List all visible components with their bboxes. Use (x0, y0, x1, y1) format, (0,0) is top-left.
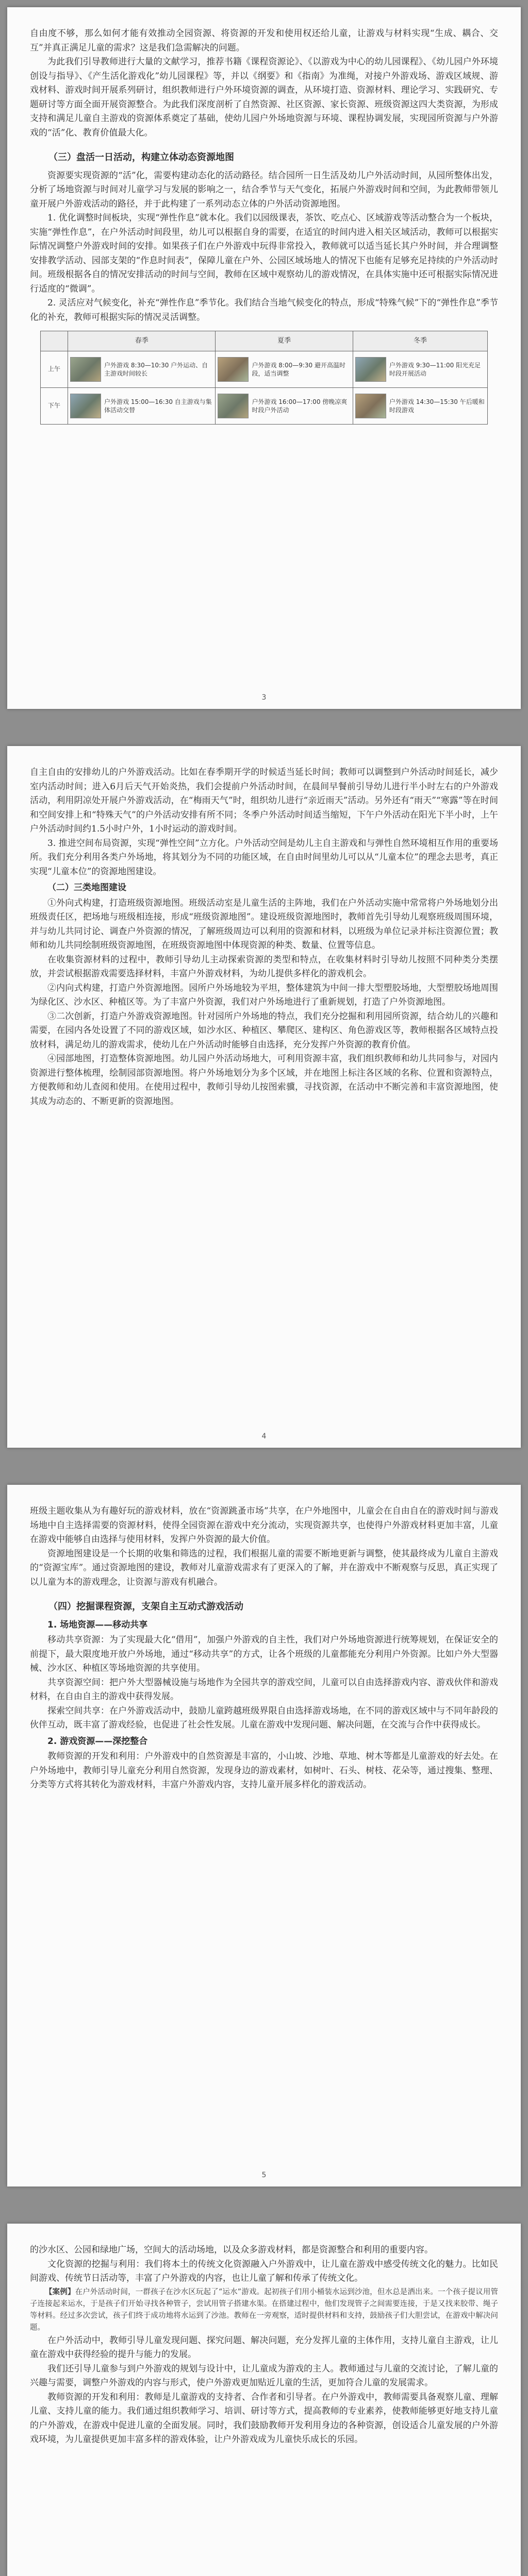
document-page-3 (7, 1485, 521, 2187)
activity-photo (355, 357, 386, 382)
table-row (41, 351, 488, 388)
activity-photo (218, 394, 249, 418)
paragraph: 我们还引导儿童参与到户外游戏的规划与设计中，让儿童成为游戏的主人。教师通过与儿童的交流讨论，了解儿童的兴趣与需要，调整户外游戏的内容与形式，使户外游戏更加贴近儿童的生活，更加符合儿童的发展需求。 (30, 2363, 498, 2388)
paragraph: 3. 推进空间布局资源，实现“弹性空间”立方化。户外活动空间是幼儿主自主游戏和与弹性自然环境相互作用的重要场所。我们充分利用各类户外场地，将其划分为不同的功能区域，在自由时间里幼儿可以从“儿童本位”的理念去思考，真正实现“儿童本位”的资源地图建设。 (30, 838, 498, 877)
table-cell (68, 351, 216, 388)
case-text: 在户外活动时间，一群孩子在沙水区玩起了“运水”游戏。起初孩子们用小桶装水运到沙池，但水总是洒出来。一个孩子提议用管子连接起来运水，于是孩子们开始寻找各种管子，尝试用管子搭建水渠。在搭建过程中，他们发现管子之间需要连接，于是又找来胶带、绳子等材料。经过多次尝试，孩子们终于成功地将水运到了沙池。教师在一旁观察，适时提供材料和支持，鼓励孩子们大胆尝试，在游戏中解决问题。 (30, 2287, 498, 2332)
subsection-heading: 2. 游戏资源——深挖整合 (47, 1736, 148, 1747)
paragraph: 1. 优化调整时间板块，实现“弹性作息”就本化。我们以园级课表，茶饮、吃点心、区域游戏等活动整合为一个板块，实施“弹性作息”，在户外活动时间段里，幼儿可以根据自身的需要，在适宜的时间内进入相关区域活动，教师可以根据实际情况调整户外游戏时间的安排。如果孩子们在户外游戏中玩得非常投入，教师就可以适当延长其户外时间，并合理调整安排教学活动、园部支架的“作息时间表”，保障儿童在户外、公园区域场地人的情况下也能有足够充足持续的户外活动时间。班级根据各自的情况安排活动的时间与空间，教师在区域中观察幼儿的游戏情况，在具体实施中还可根据实际情况进行适度的“微调”。 (30, 213, 498, 294)
case-study (30, 2286, 498, 2334)
paragraph: 文化资源的挖掘与利用：我们将本土的传统文化资源融入户外游戏中，让儿童在游戏中感受传统文化的魅力。比如民间游戏、传统节日活动等，丰富了户外游戏的内容，也让儿童了解和传承了传统文化。 (30, 2259, 498, 2283)
row-label: 上午 (41, 351, 68, 388)
paragraph: 探索空间共享：在户外游戏活动中，鼓励儿童跨越班级界限自由选择游戏场地，在不同的游戏区域中与不同年龄段的伙伴互动，既丰富了游戏经验，也促进了社会性发展。儿童在游戏中发现问题、解决问题，在交流与合作中获得成长。 (30, 1705, 498, 1730)
table-cell (353, 388, 487, 425)
paragraph: ②内向式构建，打造户外资源地图。园所户外场地较为平坦，整体建筑为中间一排大型塑胶场地，大型塑胶场地周围为绿化区、沙水区、种植区等。为了丰富户外资源，我们对户外场地进行了重新规划，打造了户外资源地图。 (30, 982, 498, 1007)
table-cell (68, 388, 216, 425)
cell-text: 户外游戏 15:00—16:30 自主游戏与集体活动交替 (104, 398, 212, 414)
table-cell (216, 351, 353, 388)
paragraph: 自由度不够，那么如何才能有效推动全园资源、将资源的开发和使用权还给儿童，让游戏与材料实现“生成、耦合、交互”并真正满足儿童的需求？这是我们急需解决的问题。 (30, 28, 498, 53)
activity-photo (355, 394, 386, 418)
table-header-cell: 春季 (68, 331, 216, 351)
paragraph: 的沙水区、公园和绿地广场，空间大的活动场地，以及众多游戏材料，都是资源整合和利用的重要内容。 (30, 2245, 433, 2255)
subsection-heading: 1. 场地资源——移动共享 (47, 1619, 148, 1630)
table-header-cell: 夏季 (216, 331, 353, 351)
paragraph: 资源地图建设是一个长期的收集和筛选的过程，我们根据儿童的需要不断地更新与调整，使其最终成为儿童自主游戏的“资源宝库”。通过资源地图的建设，教师对儿童游戏需求有了更深入的了解，并在游戏中不断观察与反思，真正实现了以儿童为本的游戏理念，让资源与游戏有机融合。 (30, 1548, 498, 1587)
paragraph: ③二次创新，打造户外游戏资源地图。针对园所户外场地的特点，我们充分挖掘和利用园所资源，结合幼儿的兴趣和需要，在园内各处设置了不同的游戏区域，如沙水区、种植区、攀爬区、建构区、角色游戏区等，教师根据各区域特点投放材料，满足幼儿的游戏需求，使幼儿在户外活动时能够自由选择，充分发挥户外资源的教育价值。 (30, 1011, 498, 1050)
page-number: 5 (261, 2171, 267, 2179)
cell-text: 户外游戏 14:30—15:30 午后暖和时段游戏 (389, 398, 485, 414)
table-cell (216, 388, 353, 425)
table-header-cell: 冬季 (353, 331, 487, 351)
schedule-table-wrapper (40, 331, 488, 425)
paragraph: 在收集资源材料的过程中，教师引导幼儿主动探索资源的类型和特点，在收集材料时引导幼儿按照不同种类分类摆放，并尝试根据游戏需要选择材料，丰富户外游戏材料，为幼儿提供多样化的游戏机会。 (30, 954, 498, 979)
table-cell (353, 351, 487, 388)
case-label: 【案例】 (45, 2287, 75, 2296)
section-heading: （四）挖掘课程资源，支架自主互动式游戏活动 (48, 1601, 243, 1612)
paragraph: 共享资源空间：把户外大型器械设施与场地作为全园共享的游戏空间，儿童可以自由选择游戏内容、游戏伙伴和游戏材料，在自由自主的游戏中获得发展。 (30, 1677, 498, 1702)
paragraph: 教师资源的开发和利用：户外游戏中的自然资源是丰富的，小山坡、沙地、草地、树木等都是儿童游戏的好去处。在户外场地中，教师引导儿童充分利用自然资源，发现身边的游戏素材，如树叶、石头、树枝、花朵等，通过搜集、整理、分类等方式将其转化为游戏材料，丰富户外游戏内容，支持儿童开展多样化的游戏活动。 (30, 1751, 498, 1790)
document-page-2 (7, 746, 521, 1448)
cell-text: 户外游戏 8:00—9:30 避开高温时段，适当调整 (252, 362, 345, 377)
cell-text: 户外游戏 16:00—17:00 傍晚凉爽时段户外活动 (252, 398, 348, 414)
activity-photo (70, 357, 101, 382)
paragraph: 教师资源的开发和利用：教师是儿童游戏的支持者、合作者和引导者。在户外游戏中，教师需要具备观察儿童、理解儿童、支持儿童的能力。我们通过组织教师学习、培训、研讨等方式，提高教师的专业素养，使教师能够更好地支持儿童的户外游戏，在游戏中促进儿童的全面发展。同时，我们鼓励教师开发利用身边的各种资源，创设适合儿童发展的户外游戏环境，为儿童提供更加丰富多样的游戏体验，让户外游戏成为儿童快乐成长的乐园。 (30, 2392, 498, 2445)
paragraph: 2. 灵活应对气候变化，补充“弹性作息”季节化。我们结合当地气候变化的特点，形成“特殊气候”下的“弹性作息”季节化的补充，教师可根据实际的情况灵活调整。 (30, 298, 498, 323)
cell-text: 户外游戏 8:30—10:30 户外运动、自主游戏时间较长 (104, 362, 208, 377)
table-row (41, 388, 488, 425)
paragraph: ④园部地图，打造整体资源地图。幼儿园户外活动场地大，可利用资源丰富，我们组织教师和幼儿共同参与，对园内资源进行整体梳理，绘制园部资源地图。将户外场地划分为多个区域，并在地图上标注各区域的名称、位置和资源特点，方便教师和幼儿查阅和使用。在使用过程中，教师引导幼儿按图索骥，寻找资源，在活动中不断完善和丰富资源地图，使其成为动态的、不断更新的资源地图。 (30, 1054, 498, 1107)
paragraph: 移动共享资源：为了实现最大化“借用”，加强户外游戏的自主性，我们对户外场地资源进行统筹规划，在保证安全的前提下，最大限度地开放户外场地，通过“移动共享”的方式，让各个班级的儿童都能充分利用户外资源。比如户外大型器械、沙水区、种植区等场地资源的共享使用。 (30, 1635, 498, 1673)
table-header-row (41, 331, 488, 351)
paragraph: 在户外活动中，教师引导儿童发现问题、探究问题、解决问题，充分发挥儿童的主体作用，支持儿童自主游戏，让儿童在游戏中获得经验的提升与能力的发展。 (30, 2335, 498, 2360)
subsection-heading: （二）三类地图建设 (47, 883, 126, 893)
paragraph: 自主自由的安排幼儿的户外游戏活动。比如在春季期开学的时候适当延长时间；教师可以调整到户外活动时间延长，减少室内活动时间；进入6月后天气开始炎热，我们会提前户外活动时间，在晨间早餐前引导幼儿进行半小时左右的户外游戏活动，利用阴凉处开展户外游戏活动，在“梅雨天气”时，组织幼儿进行“亲近雨天”活动。另外还有“雨天”“寒露”等在时间和空间安排上和“特殊天气”的户外活动安排有所不同；冬季户外活动时间适当缩短，下午户外活动在阳光下半小时，上午户外活动时间约1.5小时户外，1小时运动的游戏时间。 (30, 767, 498, 834)
activity-photo (218, 357, 249, 382)
table-header-cell (41, 331, 68, 351)
page-number: 3 (261, 693, 267, 702)
document-page-1 (7, 7, 521, 709)
paragraph: 资源要实现资源的“活”化，需要构建动态化的活动路径。结合园所一日生活及幼儿户外活动时间，从园所整体出发，分析了场地资源与时间对儿童学习与发展的影响之一，结合季节与天气变化，拓展户外游戏时间和空间，为此教师带领儿童开展户外游戏活动的路径，并于此构建了一系列动态立体的户外活动资源地图。 (30, 170, 498, 209)
page-number: 4 (261, 1432, 267, 1440)
schedule-table (40, 331, 488, 425)
paragraph: 班级主题收集从为有趣好玩的游戏材料，放在“资源跳蚤市场”共享，在户外地图中，儿童会在自由自在的游戏时间与游戏场地中自主选择需要的资源材料，使得全园资源在游戏中充分流动，实现资源共享，也使得户外游戏材料更加丰富，儿童在游戏中能够自由选择与使用材料，发挥户外资源的最大价值。 (30, 1506, 498, 1545)
cell-text: 户外游戏 9:30—11:00 阳光充足时段开展活动 (389, 362, 481, 377)
activity-photo (70, 394, 101, 418)
section-heading: （三）盘活一日活动，构建立体动态资源地图 (48, 152, 234, 163)
paragraph: 为此我们引导教师进行大量的文献学习，推荐书籍《课程资源论》、《以游戏为中心的幼儿园课程》、《幼儿园户外环境创设与指导》、《产生活化游戏化”幼儿园课程》等，并以《纲要》和《指南》为准绳，对接户外游戏场、游戏区域规、游戏材料、游戏时间开展系列研讨，组织教师进行户外环境资源的调查，从环境打造、资源材料、理论学习、实践研究、专题研讨等方面全面开展资源整合。为此我们深度剖析了自然资源、社区资源、家长资源、班级资源这四大类资源，为形成支持和满足儿童自主游戏的资源体系奠定了基础，使幼儿园户外场地资源与环境、课程协调发展，实现园所资源与户外游戏的“活”化、教育价值最大化。 (30, 57, 498, 138)
row-label: 下午 (41, 388, 68, 425)
document-page-4 (7, 2224, 521, 2576)
paragraph: ①外向式构建，打造班级资源地图。班级活动室是儿童生活的主阵地，我们在户外活动实施中常常将户外场地划分出班级责任区，把场地与班级相连接，形成“班级资源地图”。建设班级资源地图时，教师首先引导幼儿观察班级周围环境，并与幼儿共同讨论、调查户外资源的情况，了解班级周边可以利用的资源和材料，以班级为单位记录并标注资源位置；教师和幼儿共同绘制班级资源地图，在班级资源地图中体现资源的种类、数量、位置等信息。 (30, 897, 498, 951)
